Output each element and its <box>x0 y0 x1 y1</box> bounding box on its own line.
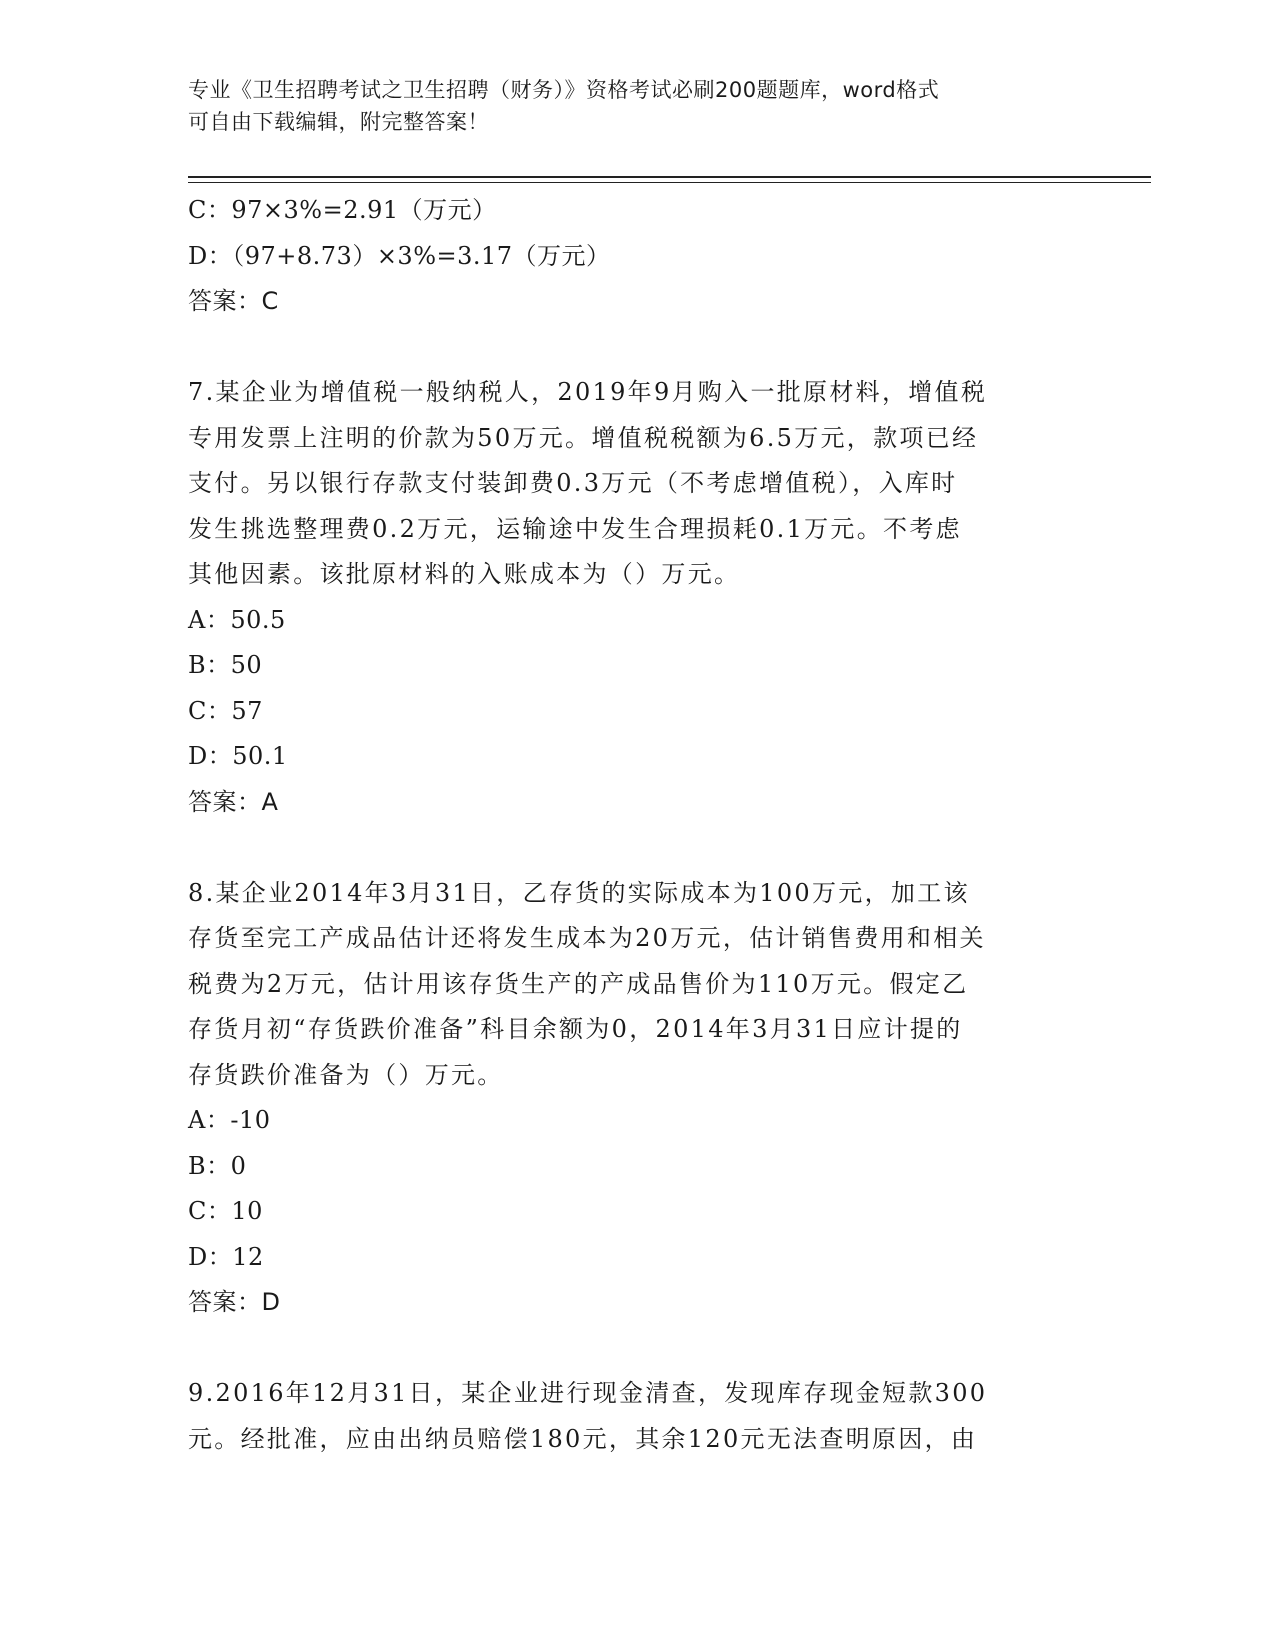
q8-stem-line: 存货月初“存货跌价准备”科目余额为0，2014年3月31日应计提的 <box>188 1015 963 1043</box>
spacer <box>188 825 1088 871</box>
header-rule-thin <box>188 182 1151 183</box>
prev-option-c: C：97×3%=2.91（万元） <box>188 196 497 224</box>
q7-option-a: A：50.5 <box>188 605 286 634</box>
spacer <box>188 325 1088 371</box>
spacer <box>188 1326 1088 1372</box>
q7-answer: 答案：A <box>188 787 279 816</box>
document-header <box>188 74 1068 138</box>
q8-stem-line: 8.某企业2014年3月31日，乙存货的实际成本为100万元，加工该 <box>188 878 970 907</box>
q7-stem-line: 7.某企业为增值税一般纳税人，2019年9月购入一批原材料，增值税 <box>188 378 988 406</box>
document-body <box>188 188 1088 1462</box>
q8-stem-line: 存货至完工产成品估计还将发生成本为20万元，估计销售费用和相关 <box>188 924 986 952</box>
q7-stem-line: 发生挑选整理费0.2万元，运输途中发生合理损耗0.1万元。不考虑 <box>188 514 962 543</box>
q7-stem-line: 其他因素。该批原材料的入账成本为（）万元。 <box>188 560 741 588</box>
q7-stem-line: 专用发票上注明的价款为50万元。增值税税额为6.5万元，款项已经 <box>188 423 979 452</box>
prev-option-d: D：（97+8.73）×3%=3.17（万元） <box>188 241 611 270</box>
header-line-2: 可自由下载编辑，附完整答案！ <box>188 110 489 134</box>
header-line-1: 专业《卫生招聘考试之卫生招聘（财务）》资格考试必刷200题题库，word格式 <box>188 78 940 102</box>
q7-stem-line: 支付。另以银行存款支付装卸费0.3万元（不考虑增值税），入库时 <box>188 469 958 497</box>
q8-option-b: B：0 <box>188 1151 247 1180</box>
q8-answer: 答案：D <box>188 1288 281 1316</box>
q8-option-a: A：-10 <box>188 1106 271 1134</box>
q7-option-b: B：50 <box>188 651 263 679</box>
q8-option-d: D：12 <box>188 1242 264 1271</box>
question-9 <box>188 1371 1088 1462</box>
q7-option-c: C：57 <box>188 696 263 725</box>
q8-stem-line: 税费为2万元，估计用该存货生产的产成品售价为110万元。假定乙 <box>188 969 969 998</box>
q8-option-c: C：10 <box>188 1197 263 1225</box>
q8-stem-line: 存货跌价准备为（）万元。 <box>188 1060 504 1089</box>
question-7 <box>188 370 1088 825</box>
header-rule-thick <box>188 176 1151 178</box>
q9-stem-line: 元。经批准，应由出纳员赔偿180元，其余120元无法查明原因，由 <box>188 1424 978 1453</box>
q7-option-d: D：50.1 <box>188 742 288 770</box>
q9-stem-line: 9.2016年12月31日，某企业进行现金清查，发现库存现金短款300 <box>188 1379 988 1407</box>
prev-answer: 答案：C <box>188 287 279 315</box>
question-8 <box>188 871 1088 1326</box>
